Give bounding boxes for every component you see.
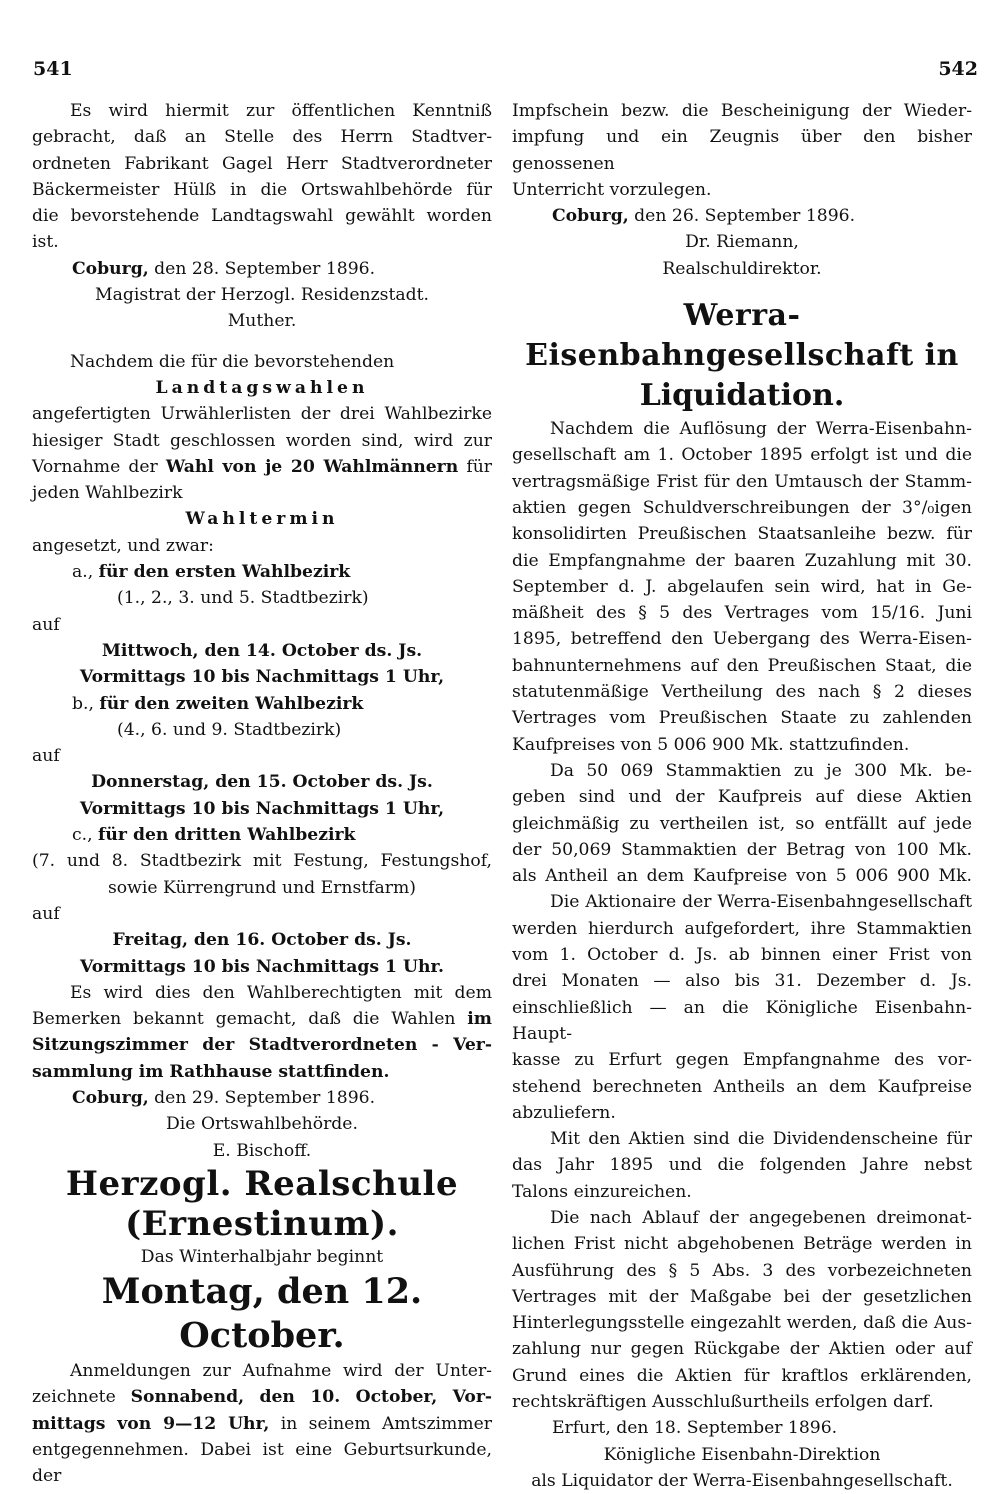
text-line: gesellschaft am 1. October 1895 erfolgt ist und die — [512, 445, 972, 466]
district-name: für den dritten Wahlbezirk — [98, 825, 356, 846]
signature-name: Muther. — [227, 311, 297, 332]
text-line: Talons einzureichen. — [512, 1181, 692, 1202]
text-line: die Empfangnahme der baaren Zuzahlung mit 30. — [512, 550, 972, 571]
text-span: Bemerken bekannt gemacht, daß die Wahlen — [32, 1009, 468, 1030]
text-line: Impfschein bezw. die Bescheinigung der Wieder- — [512, 101, 972, 121]
dateline-date: den 29. September 1896. — [148, 1087, 376, 1108]
dateline-place: Coburg, — [552, 206, 629, 227]
dateline-place: Coburg, — [72, 258, 149, 279]
text-line: 1895, betreffend den Uebergang des Werra-Eisen- — [512, 629, 972, 650]
dateline — [512, 203, 972, 229]
text-line: stehend berechneten Antheils an dem Kaufpreise — [512, 1076, 972, 1097]
election-time-1: Vormittags 10 bis Nachmittags 1 Uhr, — [79, 667, 445, 688]
text-line: abzuliefern. — [512, 1102, 616, 1123]
list-label: c., — [72, 825, 99, 846]
text-line-bold: sammlung im Rathhause stattfinden. — [32, 1061, 390, 1082]
text-line — [32, 1006, 492, 1032]
text-line: werden hierdurch aufgefordert, ihre Stammaktien — [512, 918, 972, 939]
election-time-2: Vormittags 10 bis Nachmittags 1 Uhr, — [79, 798, 445, 819]
text-line: Hinterlegungsstelle eingezahlt werden, daß die Aus- — [512, 1313, 972, 1334]
text-line: lichen Frist nicht abgehobenen Beträge werden in — [512, 1234, 972, 1255]
werra-heading-cont: Liquidation. — [639, 378, 845, 414]
text-line: die bevorstehende Landtagswahl gewählt worden — [32, 206, 492, 227]
dateline: Erfurt, den 18. September 1896. — [552, 1418, 838, 1439]
district-name: für den ersten Wahlbezirk — [98, 562, 351, 583]
text-line: Vertrages vom Preußischen Staate zu zahlenden — [512, 708, 972, 729]
dateline — [32, 1085, 492, 1111]
text-line: Vertrages mit der Maßgabe bei der gesetzlichen — [512, 1286, 972, 1307]
text-line: einschließlich — an die Königliche Eisenbahn-Haupt- — [512, 997, 972, 1044]
text-line: mäßheit des § 5 des Vertrages vom 15/16. Juni — [512, 603, 972, 624]
text-line: bahnunternehmens auf den Preußischen Staat, die — [512, 655, 972, 676]
election-day-1: Mittwoch, den 14. October ds. Js. — [101, 640, 423, 661]
dateline-date: den 28. September 1896. — [148, 258, 376, 279]
text-line: rechtskräftigen Ausschlußurtheils erfolgen darf. — [512, 1392, 934, 1413]
notice-realschule — [32, 1164, 492, 1490]
signature-authority: Magistrat der Herzogl. Residenzstadt. — [94, 285, 430, 306]
text-line: statutenmäßige Vertheilung des nach § 2 dieses — [512, 682, 972, 703]
district-a — [32, 559, 492, 585]
text-line: als Antheil an dem Kaufpreise von 5 006 900 Mk. — [512, 866, 972, 887]
text-line: gebracht, daß an Stelle des Herrn Stadtver- — [32, 127, 492, 148]
text-line: Die nach Ablauf der angegebenen dreimonat- — [550, 1207, 972, 1228]
text-line: auf — [32, 746, 60, 767]
text-line: aktien gegen Schuldverschreibungen der 3°/₀igen — [512, 497, 972, 518]
term-start-date: Montag, den 12. October. — [101, 1271, 423, 1357]
text-line: angefertigten Urwählerlisten der drei Wahlbezirke — [32, 404, 492, 425]
district-c-areas: (7. und 8. Stadtbezirk mit Festung, Festungshof, — [32, 851, 492, 872]
text-line: gleichmäßig zu vertheilen ist, so entfällt auf jede — [512, 813, 972, 834]
text-line: auf — [32, 614, 60, 635]
signature-name: Dr. Riemann, — [685, 232, 799, 253]
text-line: konsolidirten Preußischen Staatsanleihe bezw. für — [512, 524, 972, 545]
page-number-left: 541 — [33, 58, 73, 80]
text-line: vertragsmäßige Frist für den Umtausch der Stamm- — [512, 471, 972, 492]
text-line: Unterricht vorzulegen. — [512, 179, 712, 200]
text-line: ordneten Fabrikant Gagel Herr Stadtverordneter — [32, 153, 492, 174]
text-line: Mit den Aktien sind die Dividendenscheine für — [550, 1129, 972, 1150]
text-line: jeden Wahlbezirk — [32, 483, 183, 504]
text-line: impfung und ein Zeugnis über den bisher genossenen — [512, 127, 972, 174]
election-day-3: Freitag, den 16. October ds. Js. — [112, 930, 412, 951]
election-time-3: Vormittags 10 bis Nachmittags 1 Uhr. — [80, 956, 444, 977]
text-line: Das Winterhalbjahr beginnt — [140, 1246, 384, 1267]
text-line: September d. J. abgelaufen sein wird, hat in Ge- — [512, 576, 972, 597]
district-c-areas-cont: sowie Kürrengrund und Ernstfarm) — [107, 877, 417, 898]
text-span: in seinem Amtszimmer — [269, 1413, 492, 1434]
text-line: Es wird hiermit zur öffentlichen Kenntniß — [70, 101, 492, 121]
text-line: Ausführung des § 5 Abs. 3 des vorbezeichneten — [512, 1260, 972, 1281]
text-line: Die Aktionaire der Werra-Eisenbahngesellschaft — [550, 892, 972, 913]
notice-town-council — [32, 98, 492, 335]
text-line — [32, 454, 492, 480]
election-day-2: Donnerstag, den 15. October ds. Js. — [91, 772, 433, 793]
text-line: Grund eines die Aktien für kraftlos erklärenden, — [512, 1365, 972, 1386]
text-line: angesetzt, und zwar: — [32, 535, 214, 556]
text-span-bold: Sonnabend, den 10. October, Vor- — [130, 1387, 493, 1408]
dateline-date: den 26. September 1896. — [628, 206, 856, 227]
realschule-heading: Herzogl. Realschule (Ernestinum). — [65, 1163, 459, 1244]
text-line: Nachdem die Auflösung der Werra-Eisenbahn- — [550, 419, 972, 440]
text-span-bold: im — [467, 1009, 492, 1030]
list-label: a., — [72, 562, 99, 583]
district-b-areas: (4., 6. und 9. Stadtbezirk) — [117, 719, 342, 740]
signature-authority: Die Ortswahlbehörde. — [166, 1114, 358, 1135]
page-number-right: 542 — [938, 58, 978, 80]
election-date-heading: Wahltermin — [185, 509, 339, 530]
dateline — [32, 256, 492, 282]
text-line: das Jahr 1895 und die folgenden Jahre nebst — [512, 1155, 972, 1176]
text-line: der 50,069 Stammaktien der Betrag von 100 Mk. — [512, 839, 972, 860]
district-name: für den zweiten Wahlbezirk — [99, 693, 364, 714]
text-line: geben sind und der Kaufpreis auf diese Aktien — [512, 787, 972, 808]
text-line — [32, 1411, 492, 1437]
signature-role: als Liquidator der Werra-Eisenbahngesellschaft. — [531, 1470, 953, 1491]
text-line: hiesiger Stadt geschlossen worden sind, wird zur — [32, 430, 492, 451]
left-column — [32, 98, 492, 1490]
dateline-place: Coburg, — [72, 1087, 149, 1108]
text-line-bold: Sitzungszimmer der Stadtverordneten - Ver- — [32, 1035, 492, 1056]
list-label: b., — [72, 693, 100, 714]
text-line: Da 50 069 Stammaktien zu je 300 Mk. be- — [550, 760, 972, 781]
text-line: zahlung nur gegen Rückgabe der Aktien oder auf — [512, 1339, 972, 1360]
notice-werra-railway — [512, 296, 972, 1494]
werra-heading: Werra-Eisenbahngesellschaft in — [525, 298, 959, 374]
text-line: kasse zu Erfurt gegen Empfangnahme des vor- — [512, 1050, 972, 1071]
text-span-bold: Wahl von je 20 Wahlmännern — [165, 456, 459, 477]
right-column — [512, 98, 972, 1494]
text-line: Kaufpreises von 5 006 900 Mk. stattzufinden. — [512, 734, 910, 755]
election-heading: Landtagswahlen — [155, 377, 369, 398]
text-span: zeichnete — [32, 1387, 131, 1408]
district-a-areas: (1., 2., 3. und 5. Stadtbezirk) — [117, 588, 369, 609]
signature-title: Realschuldirektor. — [662, 258, 822, 279]
text-line: Anmeldungen zur Aufnahme wird der Unter- — [70, 1361, 492, 1382]
text-line: ist. — [32, 232, 59, 253]
district-b — [32, 691, 492, 717]
district-c — [32, 822, 492, 848]
text-span: für — [458, 456, 492, 477]
signature-name: E. Bischoff. — [212, 1140, 312, 1161]
notice-election — [32, 349, 492, 1164]
text-line: entgegennehmen. Dabei ist eine Geburtsurkunde, der — [32, 1440, 492, 1487]
notice-realschule-continued — [512, 98, 972, 282]
text-line: Es wird dies den Wahlberechtigten mit dem — [70, 982, 492, 1003]
text-span: Vornahme der — [32, 456, 166, 477]
text-line: auf — [32, 903, 60, 924]
text-span-bold: mittags von 9—12 Uhr, — [32, 1413, 270, 1434]
signature-authority: Königliche Eisenbahn-Direktion — [603, 1444, 881, 1465]
text-line — [32, 1384, 492, 1410]
text-line: drei Monaten — also bis 31. Dezember d. Js. — [512, 971, 972, 992]
text-line: vom 1. October d. Js. ab binnen einer Frist von — [512, 945, 972, 966]
text-line: Nachdem die für die bevorstehenden — [70, 351, 395, 372]
text-line: Bäckermeister Hülß in die Ortswahlbehörde für — [32, 179, 492, 200]
